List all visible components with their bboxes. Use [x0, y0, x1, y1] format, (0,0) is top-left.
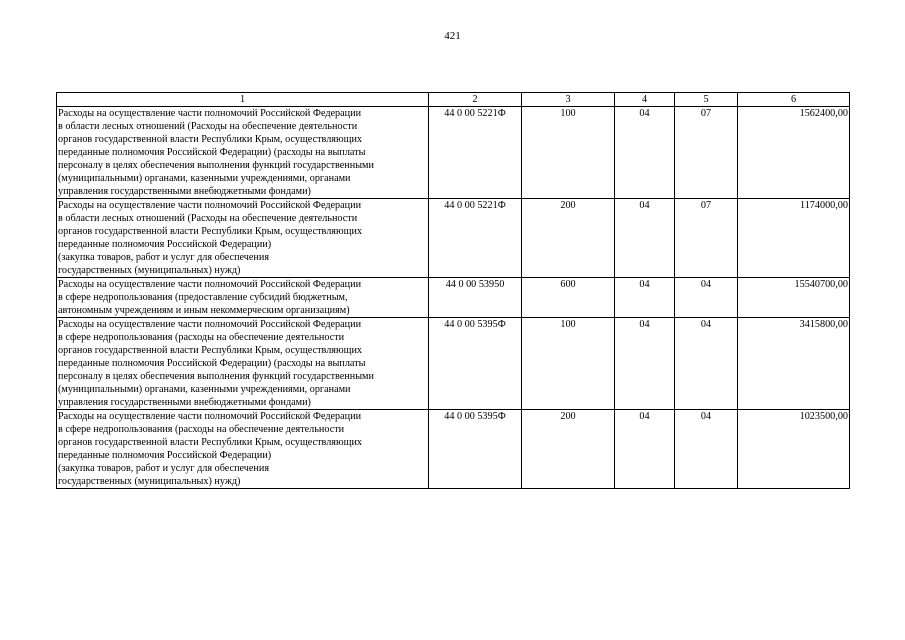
section: 04	[615, 278, 675, 318]
amount: 15540700,00	[738, 278, 850, 318]
expense-description: Расходы на осуществление части полномочий Российской Федерации в сфере недропользования (предоставление субсидий бюджетным, автономным учреждениям и иным некоммерческим организациям)	[57, 278, 429, 318]
subsection: 04	[675, 410, 738, 489]
table-row	[57, 410, 850, 489]
column-header: 3	[522, 93, 615, 107]
subsection: 04	[675, 318, 738, 410]
subsection: 07	[675, 199, 738, 278]
table-row	[57, 107, 850, 199]
section: 04	[615, 410, 675, 489]
target-article-code: 44 0 00 53950	[429, 278, 522, 318]
column-header: 4	[615, 93, 675, 107]
expense-type: 100	[522, 318, 615, 410]
column-header: 1	[57, 93, 429, 107]
column-header: 5	[675, 93, 738, 107]
target-article-code: 44 0 00 5221Ф	[429, 107, 522, 199]
expense-description: Расходы на осуществление части полномочий Российской Федерации в области лесных отношений (Расходы на обеспечение деятельности органов государственной власти Республики Крым, осуществляющих переданные полномочия Российской Федерации) (закупка товаров, работ и услуг для обеспечения государственных (муниципальных) нужд)	[57, 199, 429, 278]
table-row	[57, 318, 850, 410]
amount: 1174000,00	[738, 199, 850, 278]
expense-description: Расходы на осуществление части полномочий Российской Федерации в сфере недропользования (расходы на обеспечение деятельности органов государственной власти Республики Крым, осуществляющих переданные полномочия Российской Федерации) (расходы на выплаты персоналу в целях обеспечения выполнения функций государственными (муниципальными) органами, казенными учреждениями, органами управления государственными внебюджетными фондами)	[57, 318, 429, 410]
column-header: 6	[738, 93, 850, 107]
table-row	[57, 278, 850, 318]
target-article-code: 44 0 00 5395Ф	[429, 318, 522, 410]
amount: 1023500,00	[738, 410, 850, 489]
expense-type: 200	[522, 410, 615, 489]
subsection: 04	[675, 278, 738, 318]
section: 04	[615, 199, 675, 278]
amount: 1562400,00	[738, 107, 850, 199]
section: 04	[615, 107, 675, 199]
table-row	[57, 199, 850, 278]
table-header-row	[57, 93, 850, 107]
expense-type: 100	[522, 107, 615, 199]
subsection: 07	[675, 107, 738, 199]
page-number: 421	[444, 30, 461, 42]
target-article-code: 44 0 00 5395Ф	[429, 410, 522, 489]
amount: 3415800,00	[738, 318, 850, 410]
expense-type: 200	[522, 199, 615, 278]
expense-description: Расходы на осуществление части полномочий Российской Федерации в области лесных отношений (Расходы на обеспечение деятельности органов государственной власти Республики Крым, осуществляющих переданные полномочия Российской Федерации) (расходы на выплаты персоналу в целях обеспечения выполнения функций государственными (муниципальными) органами, казенными учреждениями, органами управления государственными внебюджетными фондами)	[57, 107, 429, 199]
target-article-code: 44 0 00 5221Ф	[429, 199, 522, 278]
expense-type: 600	[522, 278, 615, 318]
section: 04	[615, 318, 675, 410]
expense-description: Расходы на осуществление части полномочий Российской Федерации в сфере недропользования (расходы на обеспечение деятельности органов государственной власти Республики Крым, осуществляющих переданные полномочия Российской Федерации) (закупка товаров, работ и услуг для обеспечения государственных (муниципальных) нужд)	[57, 410, 429, 489]
column-header: 2	[429, 93, 522, 107]
budget-table	[56, 92, 850, 489]
